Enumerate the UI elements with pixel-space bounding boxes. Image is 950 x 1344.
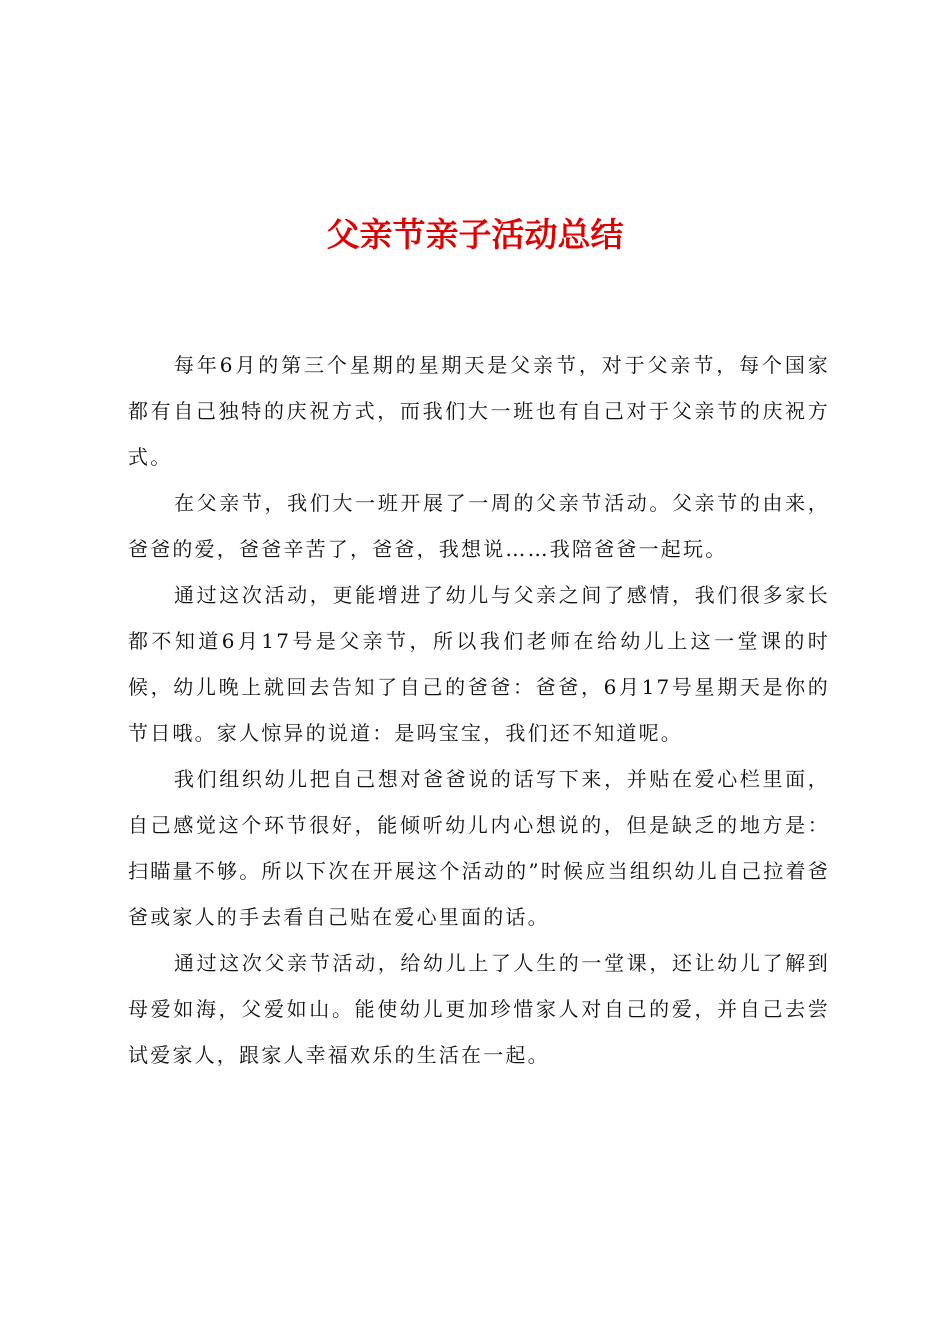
paragraph-4: 我们组织幼儿把自己想对爸爸说的话写下来，并贴在爱心栏里面，自己感觉这个环节很好，能倾听幼儿内心想说的，但是缺乏的地方是：扫瞄量不够。所以下次在开展这个活动的”时候应当组织幼儿自己拉着爸爸或家人的手去看自己贴在爱心里面的话。	[128, 767, 830, 929]
paragraph-2: 在父亲节，我们大一班开展了一周的父亲节活动。父亲节的由来，爸爸的爱，爸爸辛苦了，爸爸，我想说……我陪爸爸一起玩。	[128, 491, 830, 561]
document-title: 父亲节亲子活动总结	[326, 215, 624, 254]
paragraph-1: 每年6月的第三个星期的星期天是父亲节，对于父亲节，每个国家都有自己独特的庆祝方式，而我们大一班也有自己对于父亲节的庆祝方式。	[128, 353, 830, 469]
document-body	[128, 342, 830, 1078]
paragraph-3: 通过这次活动，更能增进了幼儿与父亲之间了感情，我们很多家长都不知道6月17号是父亲节，所以我们老师在给幼儿上这一堂课的时候，幼儿晚上就回去告知了自己的爸爸：爸爸，6月17号星期天是你的节日哦。家人惊异的说道：是吗宝宝，我们还不知道呢。	[128, 583, 830, 745]
paragraph-5: 通过这次父亲节活动，给幼儿上了人生的一堂课，还让幼儿了解到母爱如海，父爱如山。能使幼儿更加珍惜家人对自己的爱，并自己去尝试爱家人，跟家人幸福欢乐的生活在一起。	[128, 951, 830, 1067]
